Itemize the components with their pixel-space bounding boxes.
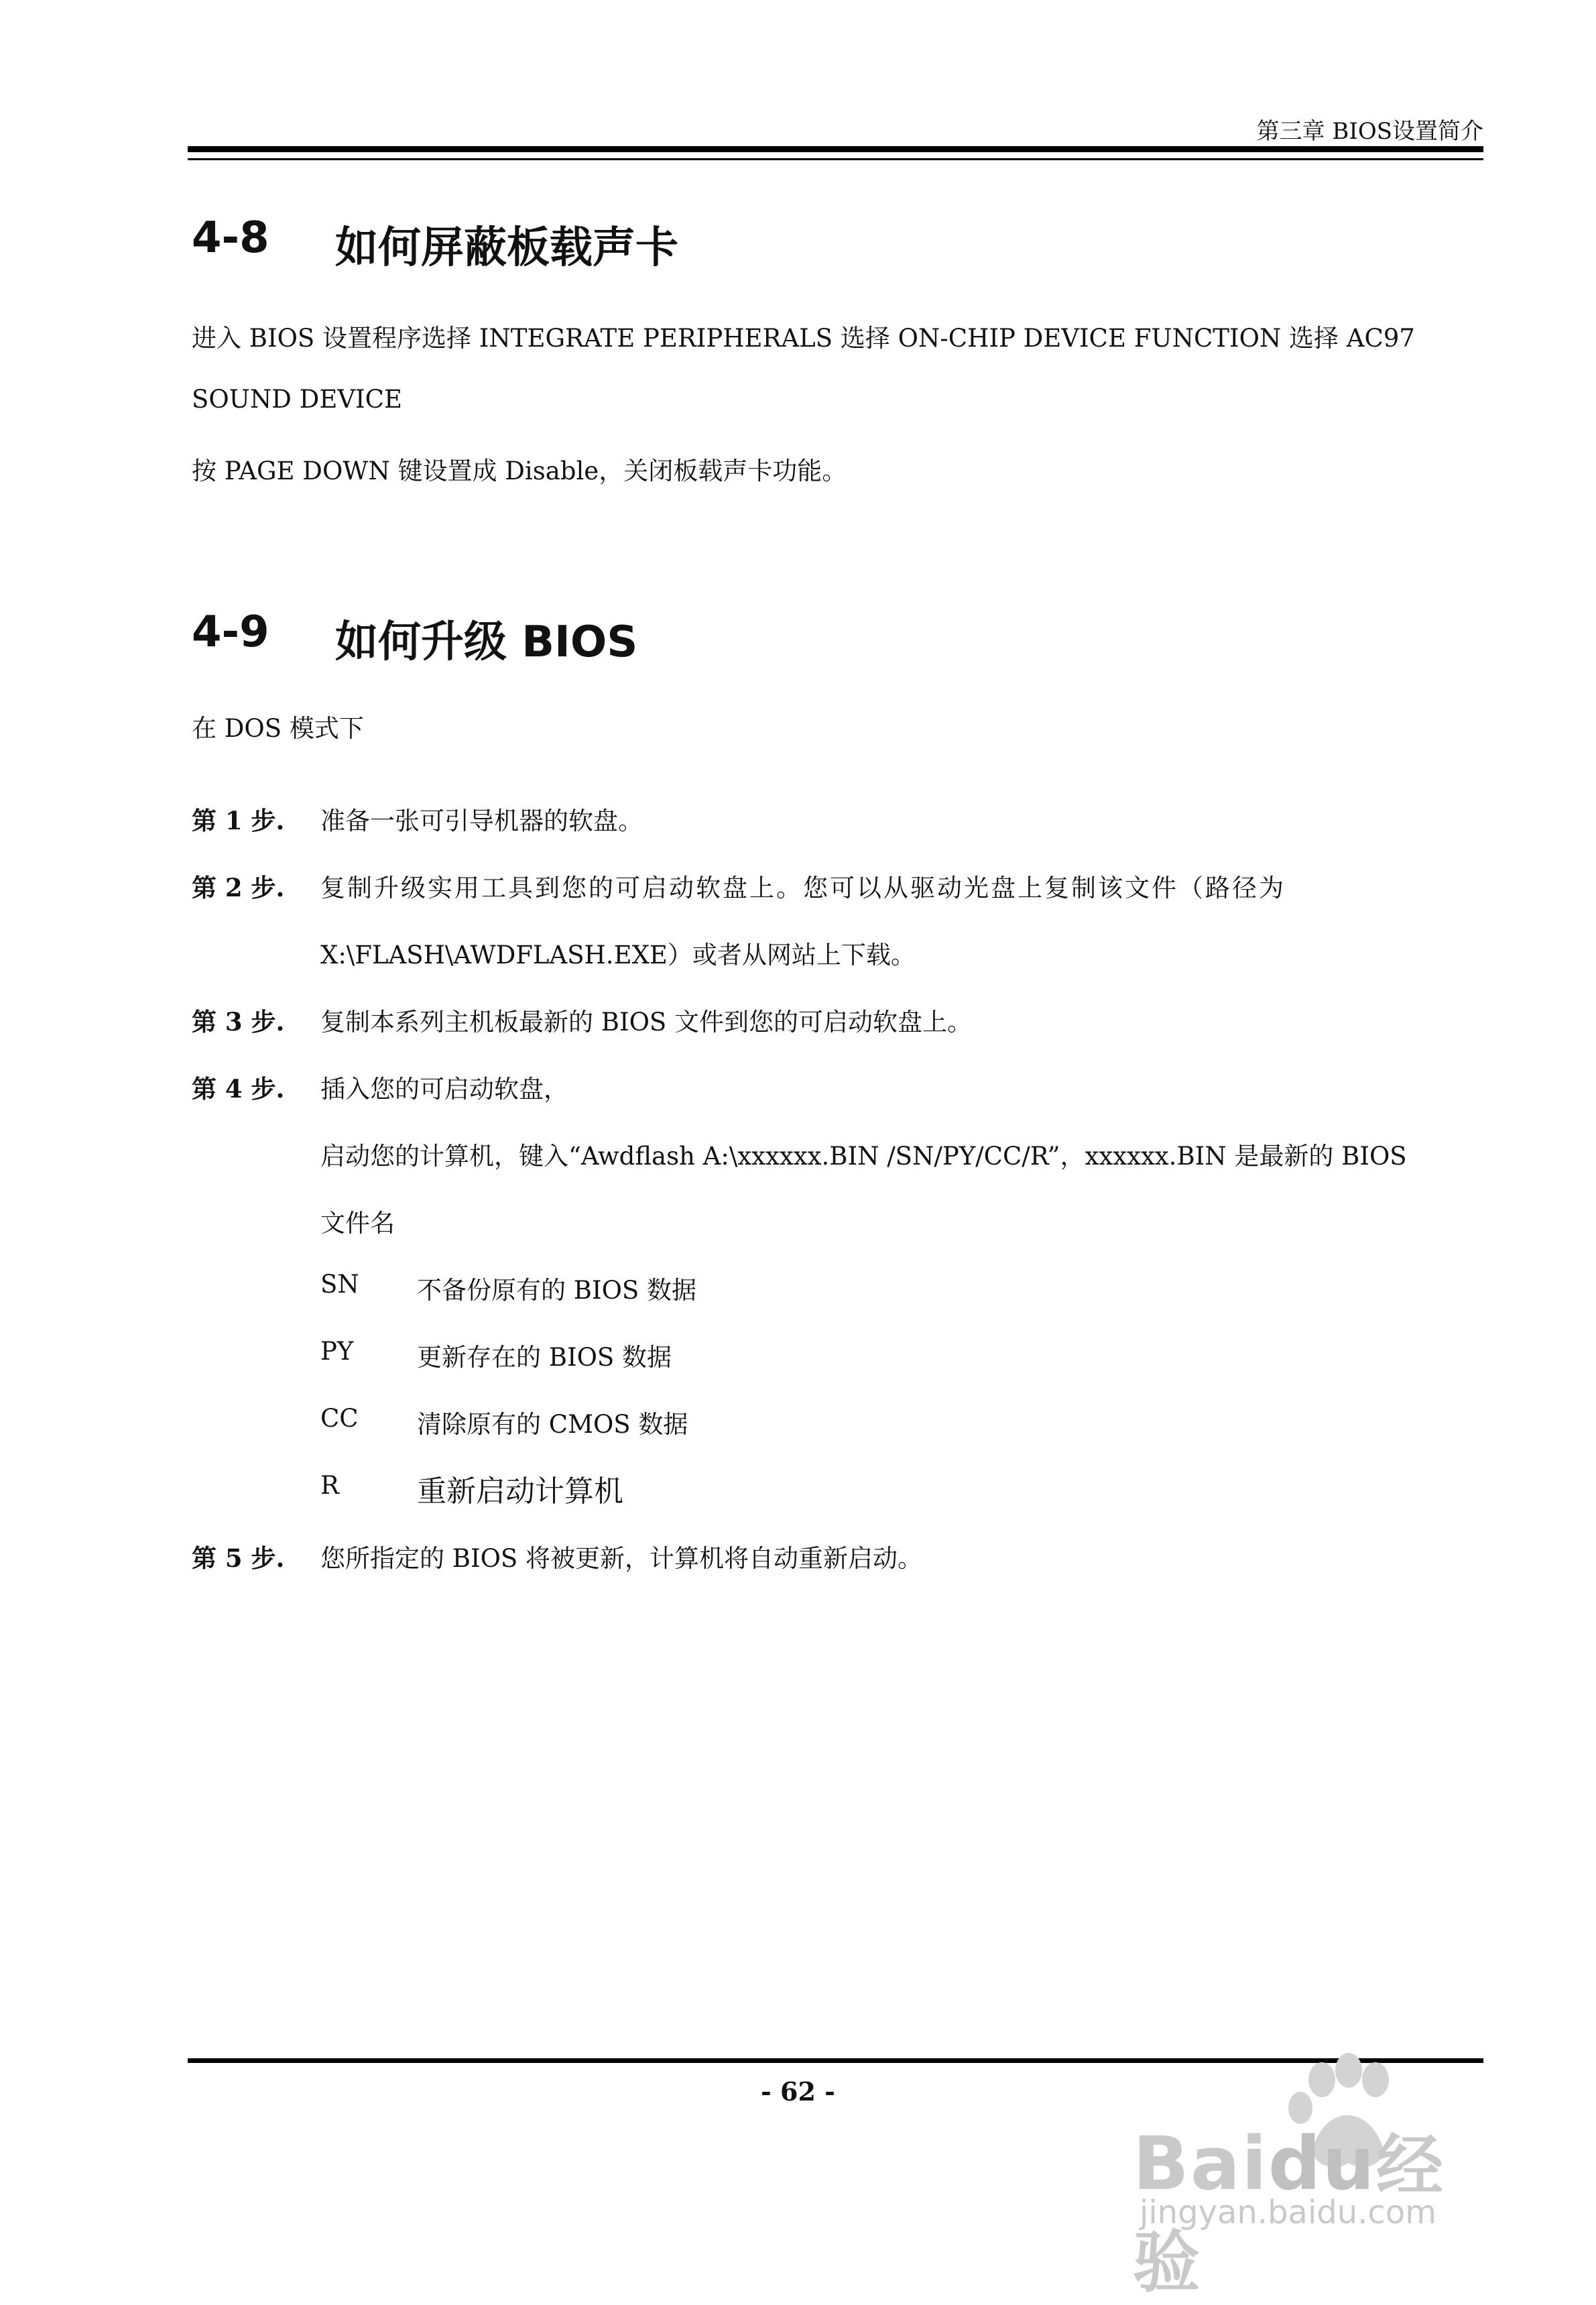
option-key: SN xyxy=(320,1270,359,1299)
step-text: 复制升级实用工具到您的可启动软盘上。您可以从驱动光盘上复制该文件（路径为 xyxy=(320,874,1286,902)
step-text-continued: 文件名 xyxy=(320,1209,395,1238)
baidu-watermark xyxy=(1133,2038,1508,2302)
option-key: CC xyxy=(320,1404,359,1433)
step-text: 您所指定的 BIOS 将被更新，计算机将自动重新启动。 xyxy=(320,1544,923,1573)
step-label: 第 2 步. xyxy=(192,873,285,902)
step-label: 第 4 步. xyxy=(192,1074,285,1104)
chapter-header: 第三章 BIOS设置简介 xyxy=(1256,118,1483,145)
watermark-url: jingyan.baidu.com xyxy=(1140,2194,1436,2231)
section-title: 如何升级 BIOS xyxy=(335,617,638,667)
step-text-continued: 启动您的计算机，键入“Awdflash A:\xxxxxx.BIN /SN/PY/CC/R”，xxxxxx.BIN 是最新的 BIOS xyxy=(320,1142,1407,1171)
option-desc: 不备份原有的 BIOS 数据 xyxy=(417,1276,697,1305)
header-rule xyxy=(188,146,1483,152)
step-label: 第 1 步. xyxy=(192,806,285,835)
step-label: 第 5 步. xyxy=(192,1543,285,1573)
option-desc: 更新存在的 BIOS 数据 xyxy=(417,1343,672,1372)
section-number: 4-9 xyxy=(192,607,269,657)
paragraph-line: 进入 BIOS 设置程序选择 INTEGRATE PERIPHERALS 选择 ON-CHIP DEVICE FUNCTION 选择 AC97 xyxy=(192,324,1415,353)
option-desc: 重新启动计算机 xyxy=(417,1474,623,1509)
step-text: 插入您的可启动软盘， xyxy=(320,1075,568,1104)
page-number: - 62 - xyxy=(761,2076,835,2107)
section-title: 如何屏蔽板载声卡 xyxy=(335,223,678,273)
step-label: 第 3 步. xyxy=(192,1007,285,1037)
header-rule-thin xyxy=(188,158,1483,160)
step-text-continued: X:\FLASH\AWDFLASH.EXE）或者从网站上下载。 xyxy=(320,941,916,969)
paragraph-line: 按 PAGE DOWN 键设置成 Disable，关闭板载声卡功能。 xyxy=(192,457,847,485)
step-text: 复制本系列主机板最新的 BIOS 文件到您的可启动软盘上。 xyxy=(320,1008,973,1037)
option-key: PY xyxy=(320,1337,354,1366)
option-desc: 清除原有的 CMOS 数据 xyxy=(417,1410,688,1439)
option-key: R xyxy=(320,1471,339,1500)
step-text: 准备一张可引导机器的软盘。 xyxy=(320,807,643,835)
section-intro: 在 DOS 模式下 xyxy=(192,714,364,743)
watermark-brand: Baidu经验 xyxy=(1133,2121,1445,2302)
section-number: 4-8 xyxy=(192,213,269,263)
paragraph-line: SOUND DEVICE xyxy=(192,385,402,414)
